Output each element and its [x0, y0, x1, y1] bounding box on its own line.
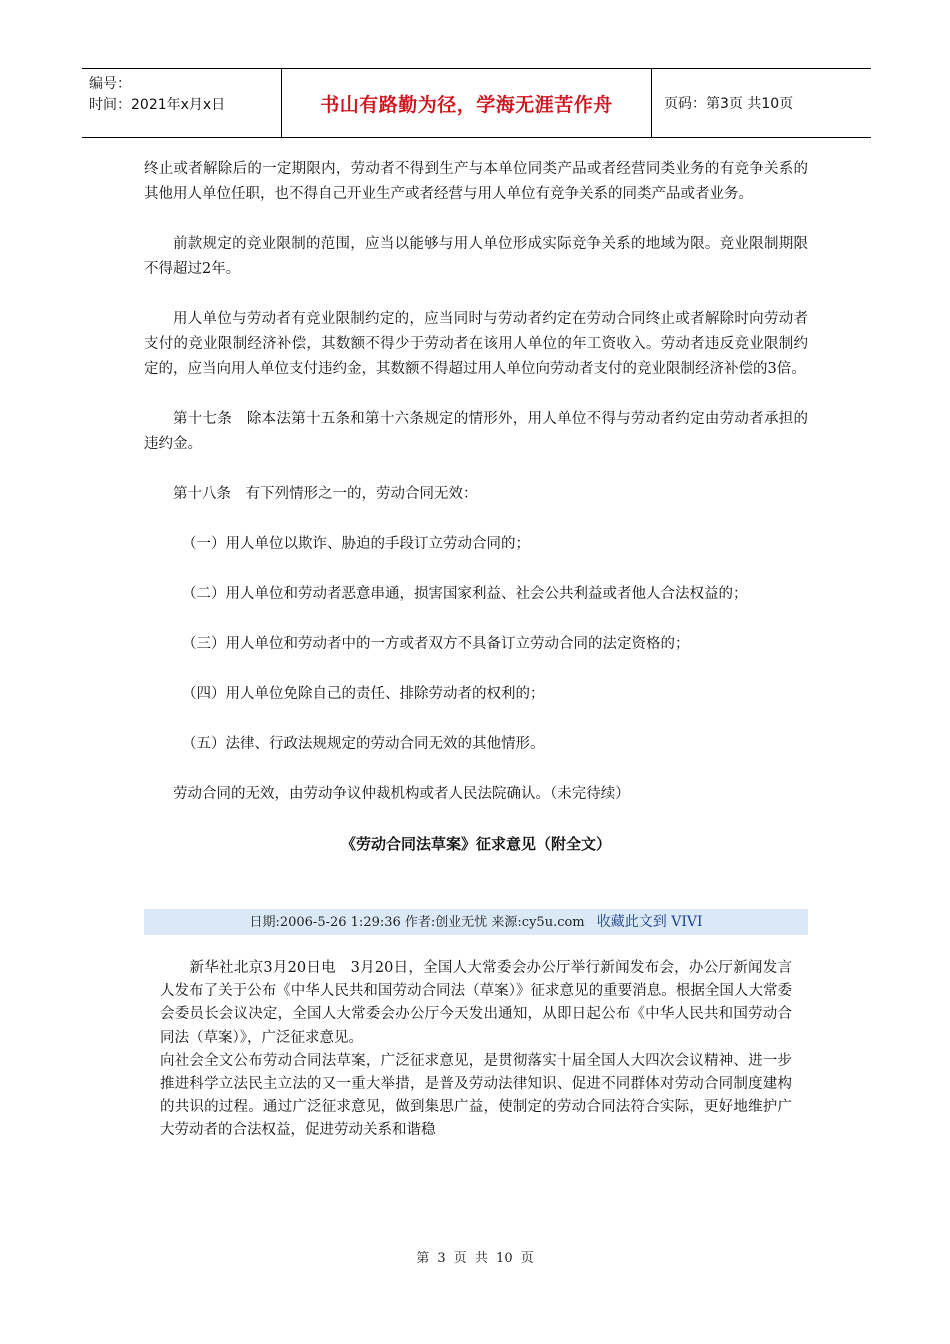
paragraph: 用人单位与劳动者有竞业限制约定的，应当同时与劳动者约定在劳动合同终止或者解除时向劳动者支付的竞业限制经济补偿，其数额不得少于劳动者在该用人单位的年工资收入。劳动者违反竞业限制约定的，应当向用人单位支付违约金，其数额不得超过用人单位向劳动者支付的竞业限制经济补偿的3倍。: [144, 311, 808, 377]
article-body: [160, 957, 792, 1143]
document-date-label: 时间：2021年x月x日: [89, 97, 226, 113]
paragraph: 劳动合同的无效，由劳动争议仲裁机构或者人民法院确认。（未完待续）: [173, 786, 630, 802]
favorite-link[interactable]: 收藏此文到 VIVI: [596, 914, 703, 930]
paragraph: 前款规定的竞业限制的范围，应当以能够与用人单位形成实际竞争关系的地域为限。竞业限制期限不得超过2年。: [144, 236, 808, 277]
header-page-number: 页码：第3页 共10页: [664, 96, 794, 112]
article-paragraph: 新华社北京3月20日电 3月20日，全国人大常委会办公厅举行新闻发布会，办公厅新闻发言人发布了关于公布《中华人民共和国劳动合同法（草案）》征求意见的重要消息。根据全国人大常委会委员长会议决定，全国人大常委会办公厅今天发出通知，从即日起公布《中华人民共和国劳动合同法（草案）》，广泛征求意见。: [160, 960, 792, 1046]
article-meta-bar: [144, 909, 808, 935]
list-item: （二）用人单位和劳动者恶意串通，损害国家利益、社会公共利益或者他人合法权益的；: [182, 586, 748, 602]
page-footer: 第 3 页 共 10 页: [416, 1251, 534, 1266]
document-number-label: 编号：: [89, 76, 131, 92]
list-item: （四）用人单位免除自己的责任、排除劳动者的权利的；: [182, 686, 545, 702]
header-left-cell: [82, 69, 282, 137]
article-title: 《劳动合同法草案》征求意见（附全文）: [340, 835, 611, 853]
article-paragraph: 向社会全文公布劳动合同法草案，广泛征求意见，是贯彻落实十届全国人大四次会议精神、进一步推进科学立法民主立法的又一重大举措，是普及劳动法律知识、促进不同群体对劳动合同制度建构的共识的过程。通过广泛征求意见，做到集思广益，使制定的劳动合同法符合实际，更好地维护广大劳动者的合法权益，促进劳动关系和谐稳: [160, 1052, 792, 1139]
article-18-paragraph: 第十八条 有下列情形之一的，劳动合同无效：: [173, 486, 478, 502]
article-17-paragraph: 第十七条 除本法第十五条和第十六条规定的情形外，用人单位不得与劳动者约定由劳动者承担的违约金。: [144, 411, 808, 452]
document-body: [144, 157, 808, 1143]
list-item: （一）用人单位以欺诈、胁迫的手段订立劳动合同的；: [182, 536, 530, 552]
page-header: [82, 68, 871, 138]
list-item: （三）用人单位和劳动者中的一方或者双方不具备订立劳动合同的法定资格的；: [182, 636, 690, 652]
header-motto: 书山有路勤为径，学海无涯苦作舟: [282, 69, 652, 137]
list-item: （五）法律、行政法规规定的劳动合同无效的其他情形。: [182, 736, 545, 752]
paragraph: 终止或者解除后的一定期限内，劳动者不得到生产与本单位同类产品或者经营同类业务的有竞争关系的其他用人单位任职，也不得自己开业生产或者经营与用人单位有竞争关系的同类产品或者业务。: [144, 161, 808, 202]
article-meta: 日期:2006-5-26 1:29:36 作者:创业无忧 来源:cy5u.com: [249, 915, 585, 930]
